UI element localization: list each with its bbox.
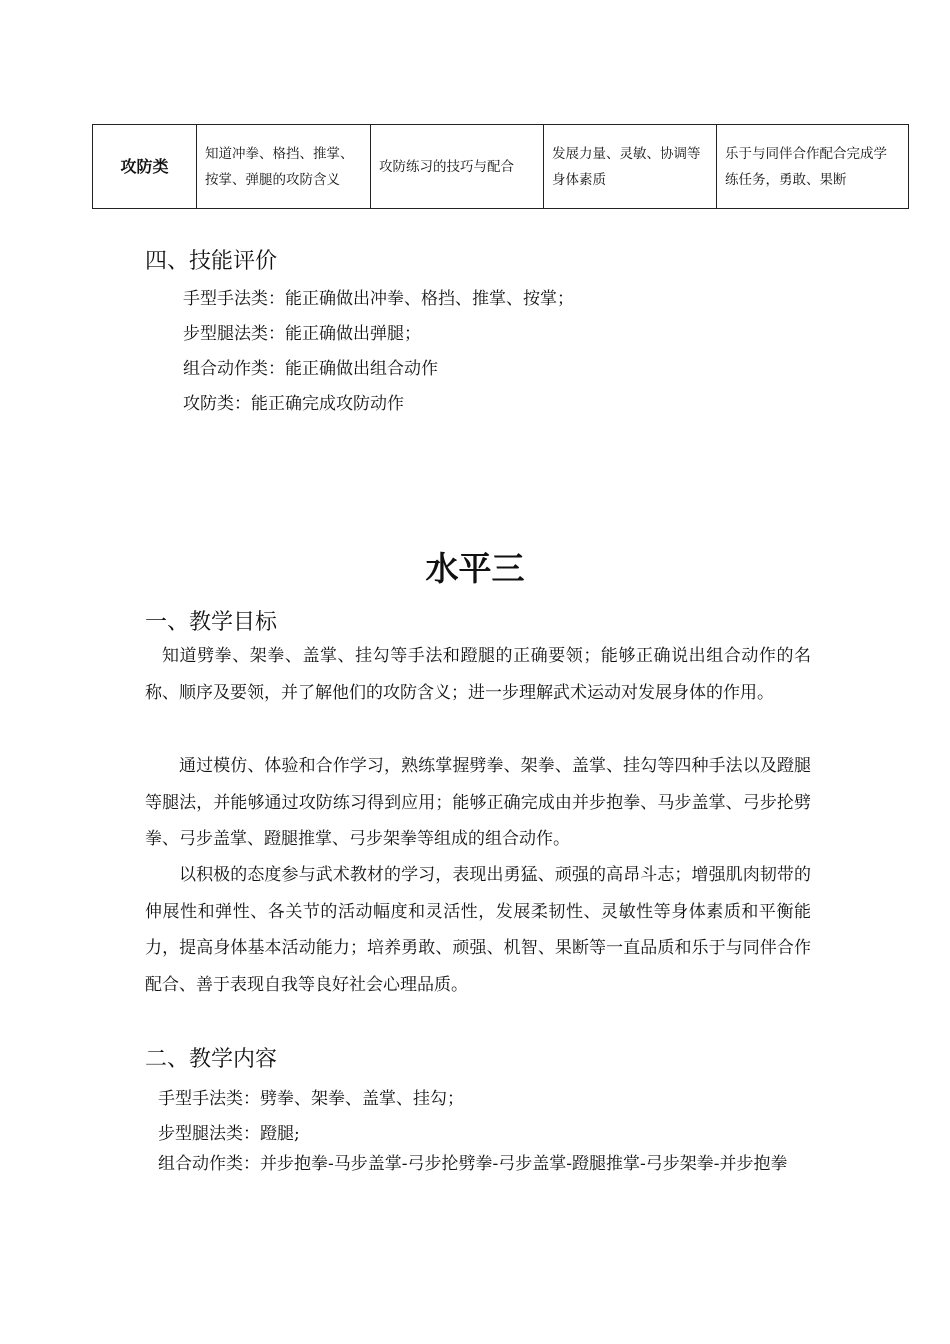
skill-cell: 攻防练习的技巧与配合	[371, 125, 544, 209]
fitness-cell: 发展力量、灵敏、协调等身体素质	[544, 125, 717, 209]
content-hand: 手型手法类：劈拳、架拳、盖掌、挂勾；	[158, 1089, 464, 1109]
content-leg: 步型腿法类：蹬腿;	[158, 1124, 300, 1144]
goals-heading: 一、教学目标	[145, 610, 278, 635]
skill-eval-hand: 手型手法类：能正确做出冲拳、格挡、推掌、按掌；	[183, 289, 574, 309]
skill-eval-heading: 四、技能评价	[145, 249, 278, 274]
skill-eval-leg: 步型腿法类：能正确做出弹腿；	[183, 324, 421, 344]
attitude-cell: 乐于与同伴合作配合完成学练任务，勇敢、果断	[717, 125, 909, 209]
table-row	[93, 125, 909, 209]
goals-paragraph-3: 以积极的态度参与武术教材的学习，表现出勇猛、顽强的高昂斗志；增强肌肉韧带的伸展性和弹性、各关节的活动幅度和灵活性，发展柔韧性、灵敏性等身体素质和平衡能力，提高身体基本活动能力；培养勇敢、顽强、机智、果断等一直品质和乐于与同伴合作配合、善于表现自我等良好社会心理品质。	[145, 865, 811, 995]
knowledge-cell: 知道冲拳、格挡、推掌、按掌、弹腿的攻防含义	[197, 125, 371, 209]
category-cell: 攻防类	[93, 125, 197, 209]
goals-paragraph-2: 通过模仿、体验和合作学习，熟练掌握劈拳、架拳、盖掌、挂勾等四种手法以及蹬腿等腿法，并能够通过攻防练习得到应用；能够正确完成由并步抱拳、马步盖掌、弓步抡劈拳、弓步盖掌、蹬腿推掌、弓步架拳等组成的组合动作。	[145, 756, 811, 849]
attack-defense-table	[92, 124, 909, 209]
skill-eval-attack: 攻防类：能正确完成攻防动作	[183, 394, 404, 414]
skill-eval-combo: 组合动作类：能正确做出组合动作	[183, 359, 438, 379]
goals-paragraph-1: 知道劈拳、架拳、盖掌、挂勾等手法和蹬腿的正确要领；能够正确说出组合动作的名称、顺序及要领，并了解他们的攻防含义；进一步理解武术运动对发展身体的作用。	[145, 646, 811, 703]
content-heading: 二、教学内容	[145, 1047, 278, 1072]
level-title: 水平三	[425, 549, 525, 588]
content-combo: 组合动作类：并步抱拳-马步盖掌-弓步抡劈拳-弓步盖掌-蹬腿推掌-弓步架拳-并步抱拳	[158, 1154, 788, 1174]
